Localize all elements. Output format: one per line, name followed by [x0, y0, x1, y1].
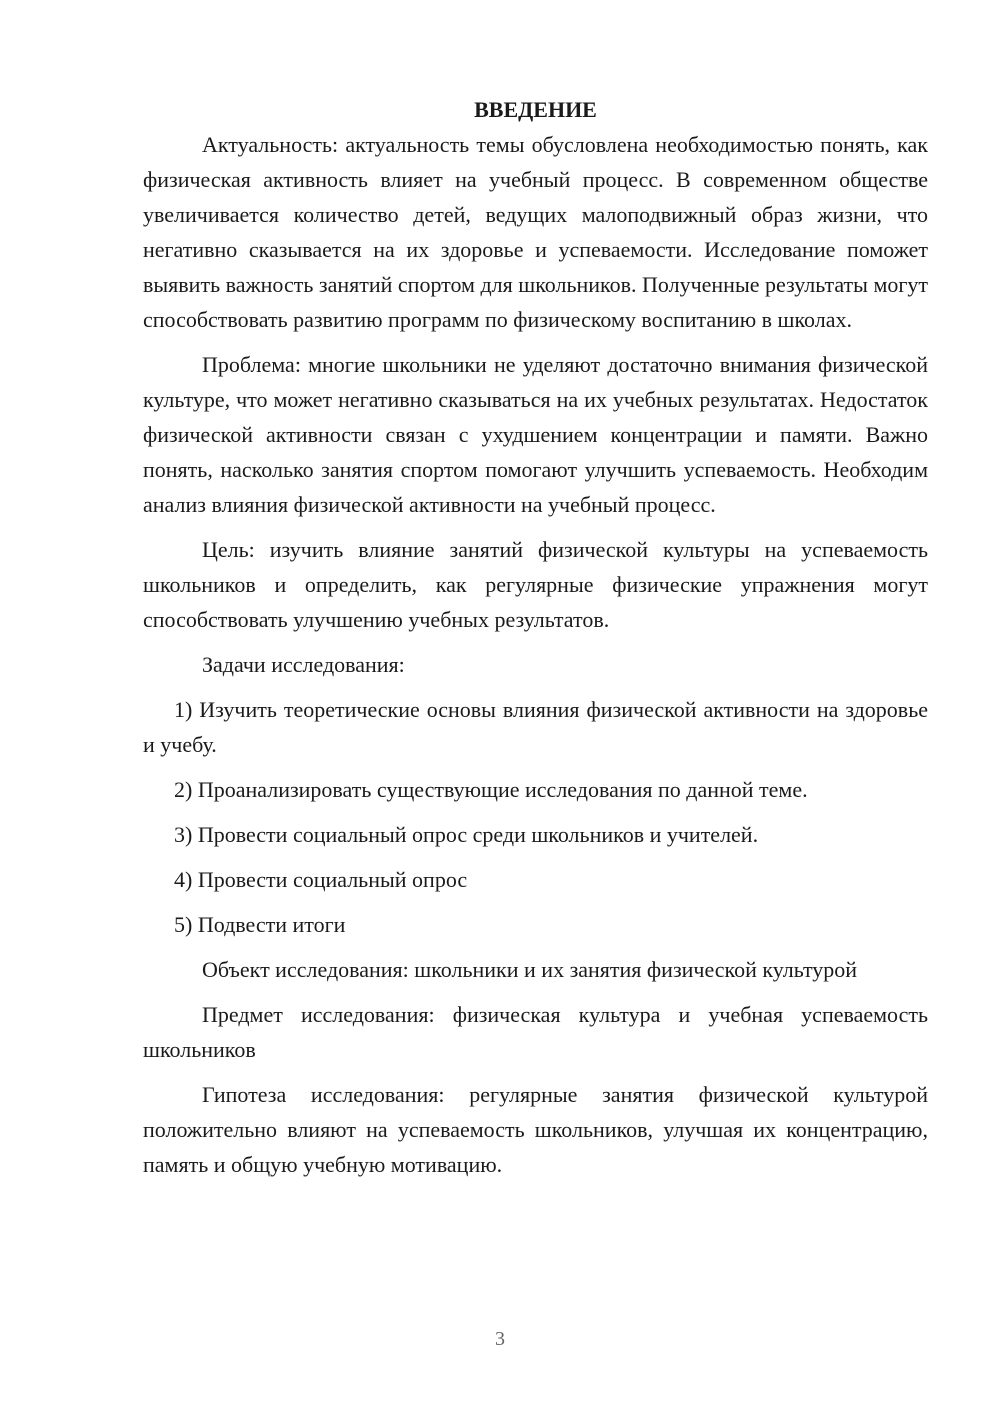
- relevance-paragraph: Актуальность: актуальность темы обусловлена необходимостью понять, как физическая активность влияет на учебный процесс. В современном обществе увеличивается количество детей, ведущих малоподвижный образ жизни, что негативно сказывается на их здоровье и успеваемости. Исследование поможет выявить важность занятий спортом для школьников. Полученные результаты могут способствовать развитию программ по физическому воспитанию в школах.: [143, 132, 929, 332]
- object-paragraph: Объект исследования: школьники и их занятия физической культурой: [202, 957, 858, 982]
- list-item: 5) Подвести итоги: [174, 912, 346, 937]
- document-page: [143, 92, 928, 1192]
- list-item: 2) Проанализировать существующие исследования по данной теме.: [174, 777, 808, 802]
- goal-paragraph: Цель: изучить влияние занятий физической культуры на успеваемость школьников и определить, как регулярные физические упражнения могут способствовать улучшению учебных результатов.: [143, 537, 928, 632]
- problem-paragraph: Проблема: многие школьники не уделяют достаточно внимания физической культуре, что может негативно сказываться на их учебных результатах. Недостаток физической активности связан с ухудшением концентрации и памяти. Важно понять, насколько занятия спортом помогают улучшить успеваемость. Необходим анализ влияния физической активности на учебный процесс.: [143, 352, 928, 517]
- subject-paragraph: Предмет исследования: физическая культура и учебная успеваемость школьников: [143, 1002, 928, 1062]
- hypothesis-paragraph: Гипотеза исследования: регулярные занятия физической культурой положительно влияют на успеваемость школьников, улучшая их концентрацию, память и общую учебную мотивацию.: [143, 1082, 928, 1177]
- list-item: 4) Провести социальный опрос: [174, 867, 468, 892]
- page-number: 3: [495, 1328, 505, 1350]
- list-item: 1) Изучить теоретические основы влияния физической активности на здоровье и учебу.: [143, 697, 928, 757]
- tasks-list: [143, 692, 928, 942]
- document-title: ВВЕДЕНИЕ: [474, 97, 597, 122]
- tasks-heading: Задачи исследования:: [202, 652, 405, 677]
- list-item: 3) Провести социальный опрос среди школьников и учителей.: [174, 822, 759, 847]
